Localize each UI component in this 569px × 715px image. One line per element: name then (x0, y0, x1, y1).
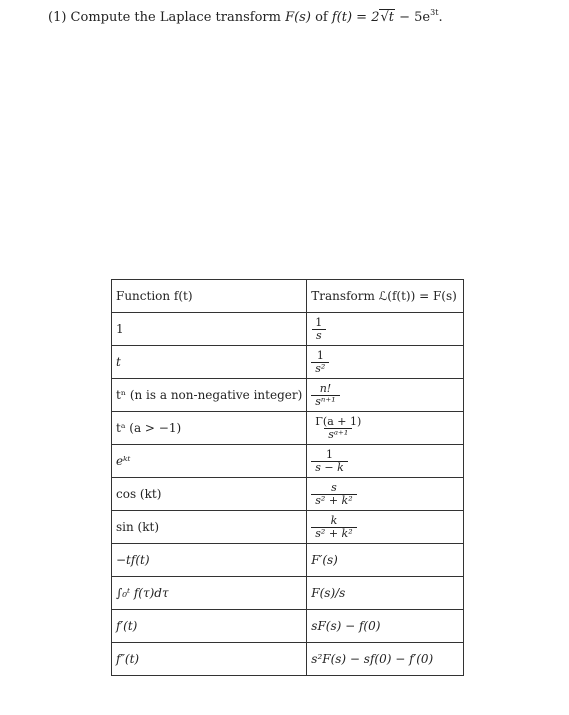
denominator: s² (311, 362, 329, 375)
numerator: k (330, 513, 338, 527)
transform-cell (307, 379, 464, 412)
header-function: Function f(t) (112, 280, 307, 313)
problem-of: of (315, 10, 328, 25)
table-row (112, 577, 464, 610)
table-row (112, 478, 464, 511)
transform-cell: F(s)/s (307, 577, 464, 610)
function-cell: f′(t) (112, 610, 307, 643)
function-cell: cos (kt) (112, 478, 307, 511)
function-cell: f″(t) (112, 643, 307, 676)
table-row (112, 544, 464, 577)
transform-cell: s²F(s) − sf(0) − f′(0) (307, 643, 464, 676)
table-row (112, 379, 464, 412)
denominator: s² + k² (311, 527, 356, 540)
period: . (438, 10, 443, 25)
laplace-transform-table (111, 279, 464, 676)
exponent: 3t (430, 8, 439, 17)
table-row (112, 313, 464, 346)
function-cell: 1 (112, 313, 307, 346)
table-header-row (112, 280, 464, 313)
minus-term: − 5e (395, 10, 431, 25)
sqrt-symbol: √t (380, 10, 394, 25)
transform-cell (307, 346, 464, 379)
function-cell: −tf(t) (112, 544, 307, 577)
function-cell: t (112, 346, 307, 379)
numerator: 1 (316, 348, 324, 362)
fraction (311, 482, 356, 506)
function-cell: sin (kt) (112, 511, 307, 544)
function-cell: tᵃ (a > −1) (112, 412, 307, 445)
fraction (311, 449, 348, 473)
transform-cell (307, 478, 464, 511)
numerator: 1 (326, 447, 334, 461)
transform-cell: sF(s) − f(0) (307, 610, 464, 643)
fraction (311, 515, 356, 539)
denominator: sⁿ⁺¹ (311, 395, 339, 408)
table-row (112, 511, 464, 544)
function-cell: eᵏᵗ (112, 445, 307, 478)
fraction (311, 416, 365, 440)
fraction (311, 383, 339, 407)
denominator: sᵃ⁺¹ (324, 428, 352, 441)
table-row (112, 643, 464, 676)
numerator: n! (319, 381, 332, 395)
table-row (112, 346, 464, 379)
denominator: s − k (311, 461, 348, 474)
transform-cell (307, 412, 464, 445)
fraction (311, 317, 326, 341)
table-row (112, 412, 464, 445)
problem-label: (1) Compute the Laplace transform (48, 10, 281, 25)
function-cell: ∫₀ᵗ f(τ)dτ (112, 577, 307, 610)
fraction (311, 350, 329, 374)
function-cell: tⁿ (n is a non-negative integer) (112, 379, 307, 412)
transform-cell: F′(s) (307, 544, 464, 577)
transform-cell (307, 511, 464, 544)
denominator: s (312, 329, 326, 342)
numerator: 1 (315, 315, 323, 329)
table-row (112, 445, 464, 478)
transform-symbol: F(s) (285, 10, 311, 25)
transform-cell (307, 445, 464, 478)
denominator: s² + k² (311, 494, 356, 507)
sqrt-arg: t (388, 10, 394, 25)
numerator: Γ(a + 1) (315, 414, 362, 428)
function-lhs: f(t) = 2 (331, 10, 380, 25)
numerator: s (331, 480, 337, 494)
header-transform: Transform ℒ(f(t)) = F(s) (307, 280, 464, 313)
problem-statement (48, 8, 443, 25)
transform-cell (307, 313, 464, 346)
table-row (112, 610, 464, 643)
